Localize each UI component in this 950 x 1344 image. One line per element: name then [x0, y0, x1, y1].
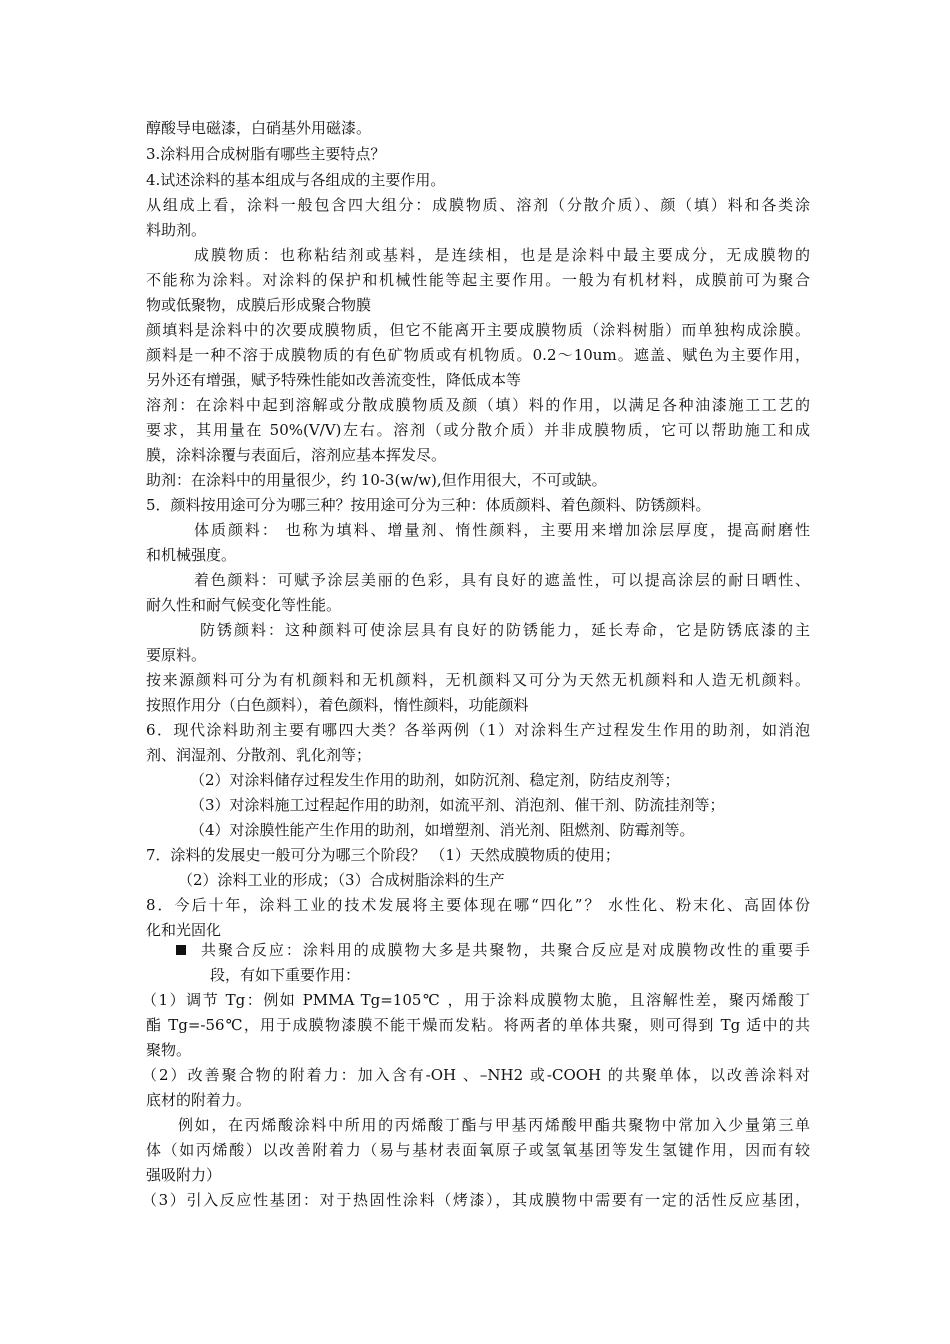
text-line: 耐久性和耐气候变化等性能。	[146, 596, 342, 614]
text-line: 醇酸导电磁漆，白硝基外用磁漆。	[146, 119, 372, 137]
text-line: 不能称为涂料。对涂料的保护和机械性能等起主要作用。一般为有机材料，成膜前可为聚合	[146, 271, 810, 289]
text-line: （2）涂料工业的形成；（3）合成树脂涂料的生产	[178, 871, 505, 889]
text-line: 剂、润湿剂、分散剂、乳化剂等；	[146, 746, 372, 764]
text-line: 料助剂。	[146, 221, 207, 239]
text-line: （3）对涂料施工过程起作用的助剂，如流平剂、消泡剂、催干剂、防流挂剂等；	[190, 796, 725, 814]
text-line: 物或低聚物，成膜后形成聚合物膜	[146, 296, 372, 314]
text-line: （3）引入反应性基团：对于热固性涂料（烤漆），其成膜物中需要有一定的活性反应基团，	[142, 1191, 810, 1209]
question-7: 7．涂料的发展史一般可分为哪三个阶段？ （1）天然成膜物质的使用；	[146, 846, 620, 864]
text-line: 着色颜料：可赋予涂层美丽的色彩，具有良好的遮盖性，可以提高涂层的耐日晒性、	[194, 571, 810, 589]
question-3: 3.涂料用合成树脂有哪些主要特点？	[146, 145, 386, 163]
text-line: 颜填料是涂料中的次要成膜物质，但它不能离开主要成膜物质（涂料树脂）而单独构成涂膜。	[146, 321, 810, 339]
question-8: 8．今后十年，涂料工业的技术发展将主要体现在哪“四化”？ 水性化、粉末化、高固体份	[146, 896, 810, 914]
text-line: 段，有如下重要作用：	[210, 966, 361, 984]
question-6: 6．现代涂料助剂主要有哪四大类？各举两例（1）对涂料生产过程发生作用的助剂，如消泡	[146, 721, 810, 739]
text-line: 要求，其用量在 50%(V/V)左右。溶剂（或分散介质）并非成膜物质，它可以帮助施工和成	[146, 421, 810, 439]
text-line: 要原料。	[146, 646, 207, 664]
text-line: 溶剂：在涂料中起到溶解或分散成膜物质及颜（填）料的作用，以满足各种油漆施工工艺的	[146, 396, 810, 414]
text-line: （4）对涂膜性能产生作用的助剂，如增塑剂、消光剂、阻燃剂、防霉剂等。	[190, 821, 695, 839]
text-line: 例如，在丙烯酸涂料中所用的丙烯酸丁酯与甲基丙烯酸甲酯共聚物中常加入少量第三单	[178, 1116, 810, 1134]
text-line: 颜料是一种不溶于成膜物质的有色矿物质或有机物质。0.2～10um。遮盖、赋色为主要作用，	[146, 346, 810, 364]
question-5: 5．颜料按用途可分为哪三种？按用途可分为三种：体质颜料、着色颜料、防锈颜料。	[146, 496, 711, 514]
text-line: 和机械强度。	[146, 546, 237, 564]
text-line: （2）改善聚合物的附着力：加入含有-OH 、–NH2 或-COOH 的共聚单体，以改善涂料对	[142, 1066, 810, 1084]
question-4: 4.试述涂料的基本组成与各组成的主要作用。	[146, 171, 446, 189]
text-line: 体（如丙烯酸）以改善附着力（易与基材表面氧原子或氢氧基团等发生氢键作用，因而有较	[146, 1141, 810, 1159]
text-line: 助剂：在涂料中的用量很少，约 10-3(w/w),但作用很大，不可或缺。	[146, 471, 607, 489]
text-line: （2）对涂料储存过程发生作用的助剂，如防沉剂、稳定剂，防结皮剂等；	[190, 771, 680, 789]
text-line: 聚物。	[146, 1041, 192, 1059]
text-line: 从组成上看，涂料一般包含四大组分：成膜物质、溶剂（分散介质）、颜（填）料和各类涂	[146, 196, 810, 214]
text-line: 另外还有增强，赋予特殊性能如改善流变性，降低成本等	[146, 371, 522, 389]
text-line: 酯 Tg=-56℃，用于成膜物漆膜不能干燥而发粘。将两者的单体共聚，则可得到 Tg 适中的共	[146, 1016, 810, 1034]
text-line: 化和光固化	[146, 921, 222, 939]
text-line: 强吸附力）	[146, 1166, 222, 1184]
text-line: 按来源颜料可分为有机颜料和无机颜料，无机颜料又可分为天然无机颜料和人造无机颜料。	[146, 671, 810, 689]
text-line: 共聚合反应：涂料用的成膜物大多是共聚物，共聚合反应是对成膜物改性的重要手	[201, 941, 810, 959]
text-line: 防锈颜料：这种颜料可使涂层具有良好的防锈能力，延长寿命，它是防锈底漆的主	[200, 621, 810, 639]
text-line: 按照作用分（白色颜料），着色颜料，惰性颜料，功能颜料	[146, 696, 529, 714]
text-line: （1）调节 Tg：例如 PMMA Tg=105℃ ，用于涂料成膜物太脆，且溶解性差，聚丙烯酸丁	[142, 991, 810, 1009]
text-line: 成膜物质：也称粘结剂或基料，是连续相，也是是涂料中最主要成分，无成膜物的	[194, 246, 810, 264]
text-line: 体质颜料： 也称为填料、增量剂、惰性颜料，主要用来增加涂层厚度，提高耐磨性	[194, 521, 810, 539]
square-bullet-icon	[176, 945, 186, 955]
text-line: 底材的附着力。	[146, 1091, 252, 1109]
text-line: 膜，涂料涂覆与表面后，溶剂应基本挥发尽。	[146, 446, 447, 464]
